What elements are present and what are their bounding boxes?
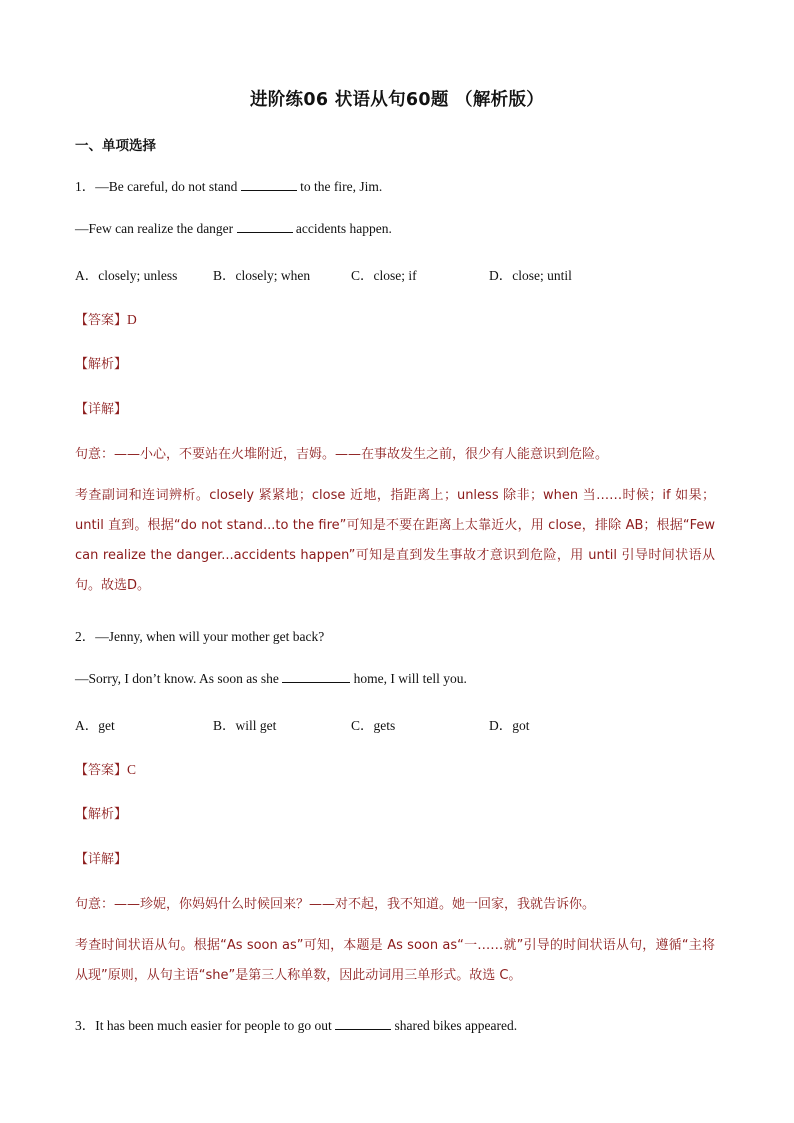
answer-blank <box>335 1017 391 1030</box>
question-text: It has been much easier for people to go out <box>95 1018 332 1033</box>
page-title: 进阶练06 状语从句60题 （解析版） <box>249 90 545 110</box>
question-text: shared bikes appeared. <box>394 1018 518 1033</box>
question-1-detail-label <box>75 398 127 417</box>
option-d: D．got <box>489 718 530 733</box>
question-2-meaning: 句意：——珍妮，你妈妈什么时候回来？——对不起，我不知道。她一回家，我就告诉你。 <box>75 897 596 912</box>
answer-blank <box>282 670 350 683</box>
answer-label: 【答案】 <box>75 763 128 778</box>
analysis-label: 【解析】 <box>75 357 128 372</box>
question-text: —Be careful, do not stand <box>95 179 238 194</box>
option-b: B．closely; when <box>213 268 311 283</box>
answer-blank <box>237 220 293 233</box>
question-2-analysis-label <box>75 803 127 822</box>
question-2-stem <box>75 625 324 645</box>
question-2-answer <box>75 759 136 778</box>
option-a: A．get <box>75 718 115 733</box>
answer-blank <box>241 178 297 191</box>
question-text: —Few can realize the danger <box>75 221 234 236</box>
question-text: —Jenny, when will your mother get back? <box>95 629 325 644</box>
question-2-stem-2 <box>75 670 467 687</box>
question-1-explanation: 考查副词和连词辨析。closely 紧紧地；close 近地，指距离上；unless 除非；when 当……时候；if 如果；until 直到。根据“do not stand...to the fire”可知是不要在距离上太靠近火，用 close，排除 AB；根据“Few can realize the danger...accidents happen”可知是直到发生事故才意识到危险，用 until 引导时间状语从句。故选D。 <box>75 488 715 593</box>
analysis-label: 【解析】 <box>75 807 128 822</box>
question-number: 3． <box>75 1018 96 1033</box>
option-b: B．will get <box>213 718 277 733</box>
question-text: to the fire, Jim. <box>300 179 383 194</box>
detail-label: 【详解】 <box>75 852 128 867</box>
question-number: 2． <box>75 629 96 644</box>
question-1-stem-2 <box>75 220 392 237</box>
question-text: accidents happen. <box>295 221 392 236</box>
question-2-detail-label <box>75 848 127 867</box>
answer-value: D <box>127 312 137 327</box>
detail-label: 【详解】 <box>75 402 128 417</box>
question-1-analysis-label <box>75 353 127 372</box>
option-d: D．close; until <box>489 268 572 283</box>
option-c: C．gets <box>351 718 396 733</box>
question-2-explanation: 考查时间状语从句。根据“As soon as”可知，本题是 As soon as“一……就”引导的时间状语从句，遵循“主将从现”原则，从句主语“she”是第三人称单数，因此动词用三单形式。故选 C。 <box>75 938 715 983</box>
answer-value: C <box>127 762 137 777</box>
question-1-meaning: 句意：——小心，不要站在火堆附近，吉姆。——在事故发生之前，很少有人能意识到危险。 <box>75 447 609 462</box>
answer-label: 【答案】 <box>75 313 128 328</box>
section-heading: 一、单项选择 <box>75 138 156 154</box>
question-number: 1． <box>75 179 96 194</box>
question-1-stem <box>75 175 382 195</box>
question-text: —Sorry, I don’t know. As soon as she <box>75 671 279 686</box>
question-1-answer <box>75 309 137 328</box>
question-2-options <box>75 714 627 734</box>
question-text: home, I will tell you. <box>353 671 467 686</box>
question-3-stem <box>75 1014 517 1034</box>
option-c: C．close; if <box>351 268 417 283</box>
question-1-options <box>75 264 627 284</box>
option-a: A．closely; unless <box>75 268 178 283</box>
